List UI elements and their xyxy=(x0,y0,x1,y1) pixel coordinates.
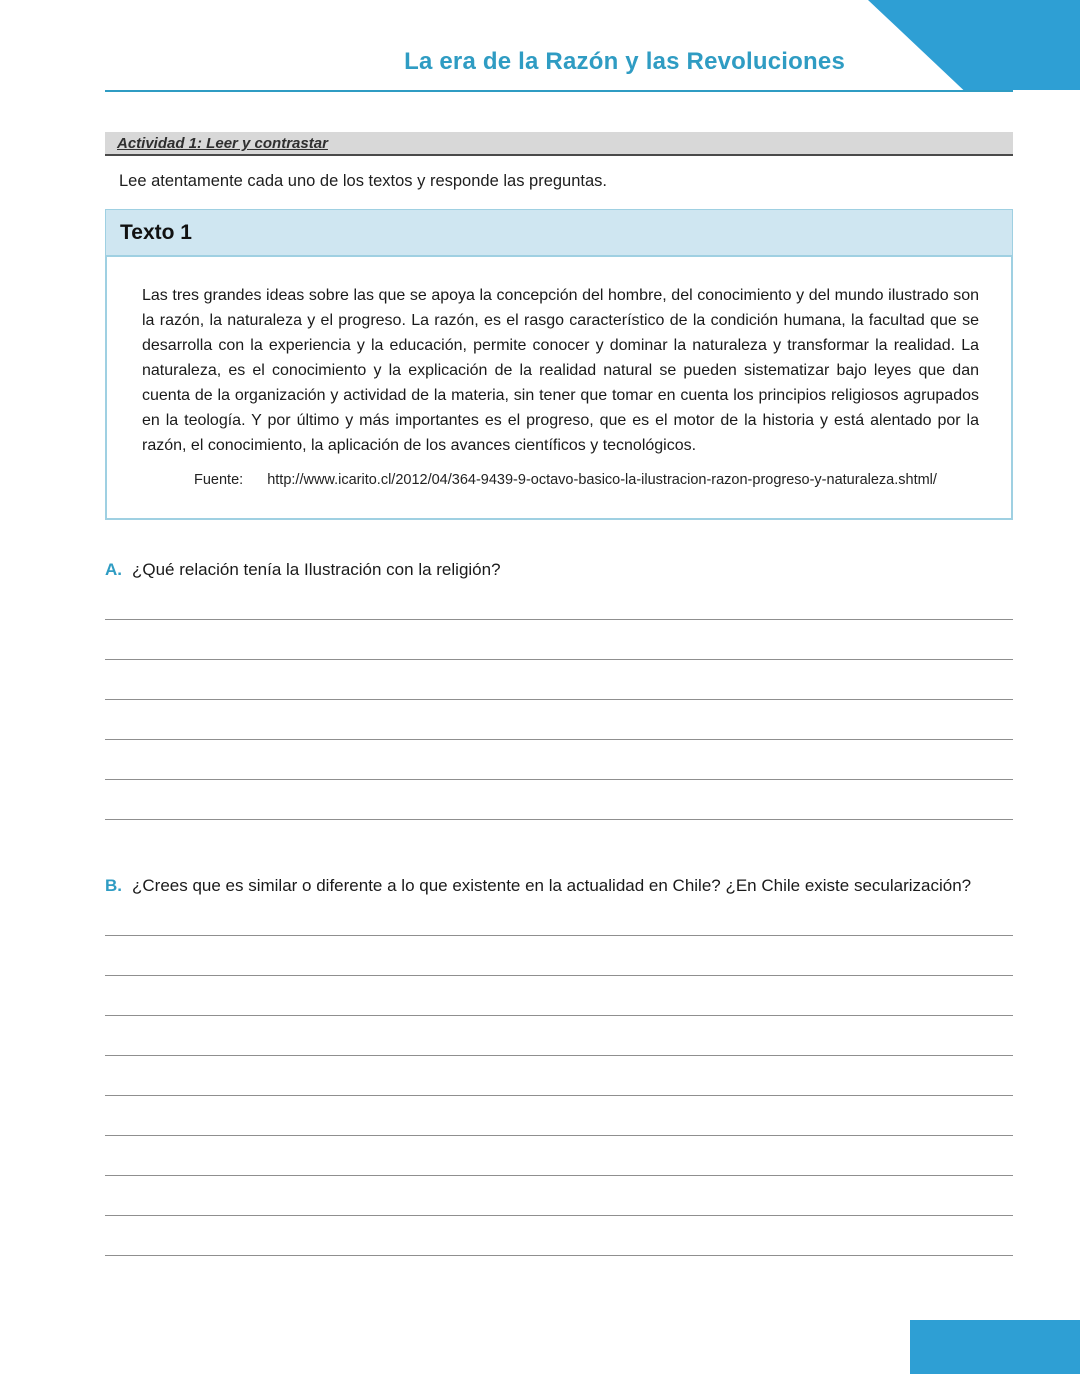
answer-line xyxy=(105,699,1013,700)
question-a-text: ¿Qué relación tenía la Ilustración con la religión? xyxy=(132,560,501,579)
header-rule xyxy=(105,90,1013,92)
question-b-answer-lines xyxy=(105,935,1013,1256)
answer-line xyxy=(105,1215,1013,1216)
texto1-header xyxy=(105,209,1013,255)
answer-line xyxy=(105,1015,1013,1016)
answer-line xyxy=(105,1095,1013,1096)
answer-line xyxy=(105,819,1013,820)
question-a-letter: A. xyxy=(105,560,122,579)
answer-line xyxy=(105,1255,1013,1256)
texto1-box xyxy=(105,209,1013,520)
answer-line xyxy=(105,659,1013,660)
answer-line xyxy=(105,779,1013,780)
answer-line xyxy=(105,1175,1013,1176)
activity-title: Actividad 1: Leer y contrastar xyxy=(117,135,328,152)
source-label: Fuente: xyxy=(194,472,244,488)
texto1-paragraph: Las tres grandes ideas sobre las que se apoya la concepción del hombre, del conocimiento y del mundo ilustrado son la razón, la naturaleza y el progreso. La razón, es el rasgo característico de la condición humana, la facultad que se desarrolla con la experiencia y la educación, permite conocer y dominar la naturaleza y transformar la realidad. La naturaleza, es el conocimiento y la explicación de la realidad natural se pueden sistematizar bajo leyes que dan cuenta de la organización y actividad de la materia, sin tener que tomar en cuenta los principios religiosos agrupados en la teología. Y por último y más importantes es el progreso, que es el motor de la historia y está alentado por la razón, el conocimiento, la aplicación de los avances científicos y tecnológicos. xyxy=(142,287,979,454)
answer-line xyxy=(105,739,1013,740)
answer-line xyxy=(105,935,1013,936)
activity-banner xyxy=(105,132,1013,156)
source-line xyxy=(142,472,979,488)
question-b-text: ¿Crees que es similar o diferente a lo que existente en la actualidad en Chile? ¿En Chile existe secularización? xyxy=(132,876,972,895)
footer-corner-block xyxy=(910,1320,1080,1374)
page-title: La era de la Razón y las Revoluciones xyxy=(404,48,845,75)
answer-line xyxy=(105,619,1013,620)
question-a xyxy=(105,560,1013,580)
question-b-letter: B. xyxy=(105,876,122,895)
answer-line xyxy=(105,975,1013,976)
answer-line xyxy=(105,1135,1013,1136)
question-a-answer-lines xyxy=(105,619,1013,820)
source-url[interactable]: http://www.icarito.cl/2012/04/364-9439-9-octavo-basico-la-ilustracion-razon-progreso-y-naturaleza.shtml/ xyxy=(267,472,937,488)
answer-line xyxy=(105,1055,1013,1056)
instruction-text: Lee atentamente cada uno de los textos y responde las preguntas. xyxy=(119,172,607,190)
texto1-body xyxy=(105,255,1013,520)
texto1-heading: Texto 1 xyxy=(120,221,192,244)
question-b xyxy=(105,876,1013,896)
content-area xyxy=(105,0,1013,1256)
